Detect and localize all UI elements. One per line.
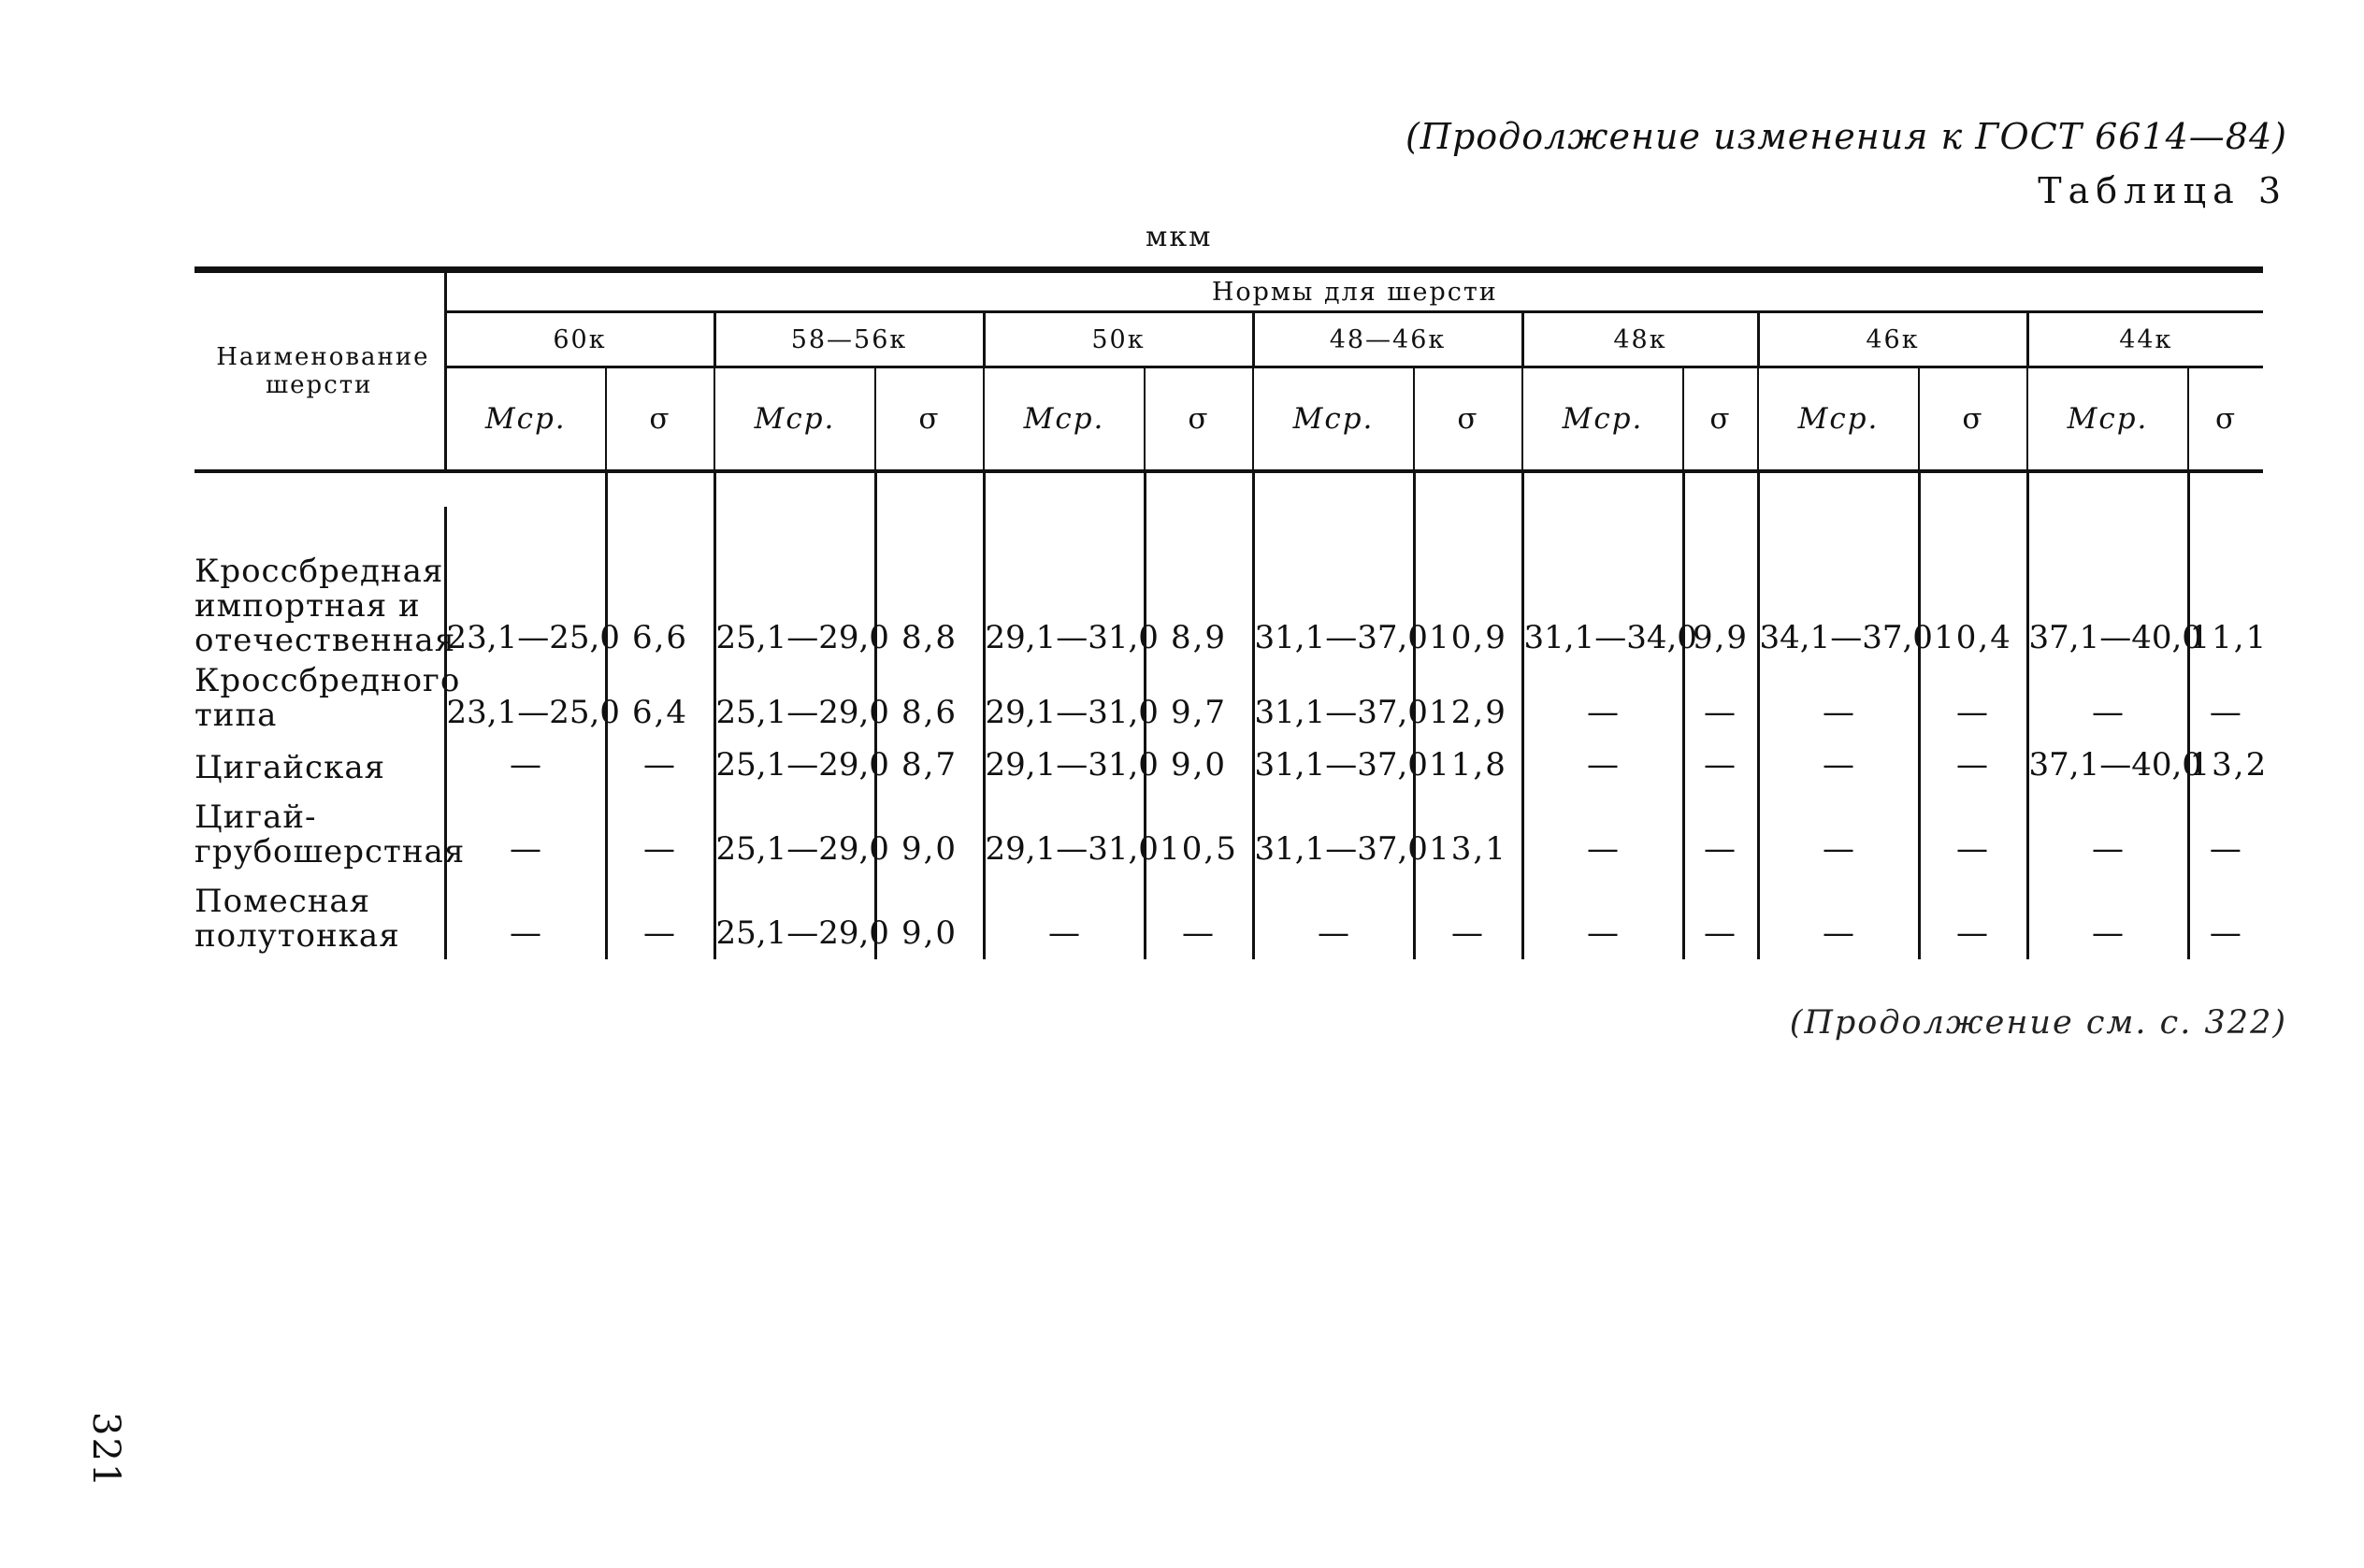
header-row-grades — [195, 312, 2263, 367]
grade-48 — [1522, 312, 1758, 367]
mean-value-cell: 37,1—40,0 — [2027, 507, 2188, 664]
header-row-norms — [195, 270, 2263, 312]
sigma-value-cell: — — [606, 791, 714, 875]
mean-header: Mср. — [714, 367, 875, 472]
header-norms: Нормы для шерсти — [445, 270, 2263, 312]
sigma-value-cell: — — [2209, 694, 2243, 731]
sigma-value-cell: — — [1145, 875, 1253, 959]
mean-value-cell: 23,1—25,0 — [445, 507, 606, 664]
spacer-cell — [2188, 471, 2263, 507]
spacer-cell — [984, 471, 1145, 507]
sigma-value-cell: 13,2 — [2189, 746, 2269, 784]
grade-58-56-text: 58—56к — [790, 324, 908, 354]
mean-value-cell: — — [445, 739, 606, 791]
mean-value-cell: — — [1522, 664, 1683, 739]
header-wool-name — [195, 270, 445, 472]
sigma-value-cell: 9,0 — [875, 875, 984, 959]
continuation-note-top: (Продолжение изменения к ГОСТ 6614—84) — [1405, 116, 2287, 157]
spacer-cell — [606, 471, 714, 507]
mean-value-cell: — — [445, 791, 606, 875]
spacer-cell — [1145, 471, 1253, 507]
grade-50 — [984, 312, 1253, 367]
mean-value-cell: 31,1—34,0 — [1522, 507, 1683, 664]
mean-header: Mср. — [1253, 367, 1414, 472]
sigma-value-cell: 9,0 — [875, 791, 984, 875]
mean-value-cell: — — [1758, 739, 1919, 791]
mean-value-cell: 31,1—37,0 — [1253, 791, 1414, 875]
unit-label: мкм — [1146, 221, 1213, 253]
spacer-row — [195, 471, 2263, 507]
sigma-header: σ — [1919, 367, 2027, 472]
mean-value-cell: 34,1—37,0 — [1758, 507, 1919, 664]
grade-44 — [2027, 312, 2263, 367]
mean-value-cell: 31,1—37,0 — [1253, 664, 1414, 739]
sigma-value-cell: — — [1683, 875, 1758, 959]
row-wool-name: Цигайская — [195, 739, 445, 791]
mean-value-cell: 23,1—25,0 — [445, 664, 606, 739]
sigma-value-cell: 12,9 — [1414, 664, 1522, 739]
sigma-value-cell: — — [2209, 830, 2243, 868]
sigma-value-cell: 9,0 — [1145, 739, 1253, 791]
spacer-cell — [1919, 471, 2027, 507]
mean-value-cell: — — [445, 875, 606, 959]
sigma-value-cell: 8,9 — [1145, 507, 1253, 664]
sigma-value-cell: 8,7 — [875, 739, 984, 791]
grade-48-46-text: 48—46к — [1329, 324, 1447, 354]
sigma-value-cell: 11,1 — [2189, 619, 2269, 656]
table-body — [195, 471, 2269, 959]
spacer-cell — [1522, 471, 1683, 507]
spacer-cell — [195, 471, 445, 507]
grade-48-46 — [1253, 312, 1522, 367]
sigma-value-cell: 6,6 — [606, 507, 714, 664]
sigma-value-cell: — — [1414, 875, 1522, 959]
sigma-value-cell: — — [606, 739, 714, 791]
sigma-value-cell: 6,4 — [606, 664, 714, 739]
mean-value-cell: — — [984, 875, 1145, 959]
sigma-value-cell: 8,6 — [875, 664, 984, 739]
mean-value-cell: — — [2027, 664, 2188, 739]
grade-60 — [445, 312, 714, 367]
sigma-header: σ — [1414, 367, 1522, 472]
sigma-header: σ — [875, 367, 984, 472]
table-row — [195, 875, 2263, 959]
grade-46-text: 46к — [1866, 324, 1920, 354]
table-label: Таблица 3 — [2038, 170, 2287, 211]
sigma-value-cell: — — [1683, 664, 1758, 739]
spacer-cell — [1414, 471, 1522, 507]
grade-60-text: 60к — [553, 324, 607, 354]
table-row — [195, 739, 2263, 791]
grade-58-56 — [714, 312, 984, 367]
spacer-cell — [714, 471, 875, 507]
sigma-value-cell: 8,8 — [875, 507, 984, 664]
row-wool-name: Кроссбредная импортная и отечественная — [195, 507, 445, 664]
sigma-value-cell: 11,8 — [1414, 739, 1522, 791]
sigma-value-cell: — — [1683, 791, 1758, 875]
sigma-header: σ — [1683, 367, 1758, 472]
mean-value-cell: 25,1—29,0 — [714, 739, 875, 791]
mean-value-cell: — — [2027, 875, 2188, 959]
sigma-value-cell: — — [2209, 914, 2243, 952]
sigma-value-cell: 9,9 — [1683, 507, 1758, 664]
sigma-value-cell: — — [1683, 739, 1758, 791]
wool-norms-table — [195, 266, 2269, 959]
row-wool-name: Кроссбредного типа — [195, 664, 445, 739]
sigma-value-cell: 9,7 — [1145, 664, 1253, 739]
mean-value-cell: — — [1253, 875, 1414, 959]
mean-value-cell: — — [1522, 791, 1683, 875]
spacer-cell — [1758, 471, 1919, 507]
mean-value-cell: 29,1—31,0 — [984, 791, 1145, 875]
mean-header: Mср. — [1522, 367, 1683, 472]
mean-value-cell: — — [1522, 739, 1683, 791]
header-row-measures — [195, 367, 2263, 472]
mean-value-cell: — — [1522, 875, 1683, 959]
spacer-cell — [875, 471, 984, 507]
table-row — [195, 791, 2263, 875]
spacer-cell — [2027, 471, 2188, 507]
continuation-note-bottom: (Продолжение см. с. 322) — [1789, 1004, 2287, 1042]
spacer-cell — [445, 471, 606, 507]
page-number: 321 — [84, 1412, 127, 1489]
grade-44-text: 44к — [2119, 324, 2173, 354]
sigma-value-cell: 10,5 — [1145, 791, 1253, 875]
mean-value-cell: 37,1—40,0 — [2027, 739, 2188, 791]
mean-value-cell: — — [1758, 791, 1919, 875]
mean-value-cell: — — [1758, 664, 1919, 739]
grade-50-text: 50к — [1091, 324, 1146, 354]
row-wool-name: Помесная полутонкая — [195, 875, 445, 959]
mean-value-cell: — — [2027, 791, 2188, 875]
mean-value-cell: 29,1—31,0 — [984, 739, 1145, 791]
mean-value-cell: 25,1—29,0 — [714, 791, 875, 875]
sigma-header: σ — [606, 367, 714, 472]
mean-value-cell: 29,1—31,0 — [984, 507, 1145, 664]
mean-header: Mср. — [984, 367, 1145, 472]
table-row — [195, 664, 2263, 739]
sigma-value-cell: — — [1919, 791, 2027, 875]
mean-value-cell: 29,1—31,0 — [984, 664, 1145, 739]
mean-value-cell: 31,1—37,0 — [1253, 507, 1414, 664]
grade-48-text: 48к — [1613, 324, 1667, 354]
mean-header: Mср. — [1758, 367, 1919, 472]
sigma-value-cell: 13,1 — [1414, 791, 1522, 875]
sigma-value-cell: — — [1919, 739, 2027, 791]
mean-header: Mср. — [2027, 367, 2188, 472]
sigma-value-cell: — — [1919, 664, 2027, 739]
mean-value-cell: — — [1758, 875, 1919, 959]
mean-header: Mср. — [445, 367, 606, 472]
mean-value-cell: 31,1—37,0 — [1253, 739, 1414, 791]
table-row — [195, 507, 2263, 664]
spacer-cell — [1683, 471, 1758, 507]
sigma-value-cell: 10,4 — [1919, 507, 2027, 664]
mean-value-cell: 25,1—29,0 — [714, 664, 875, 739]
grade-46 — [1758, 312, 2027, 367]
sigma-header: σ — [1145, 367, 1253, 472]
sigma-header: σ — [2188, 367, 2263, 472]
header-wool-name-text: Наименование шерсти — [216, 343, 430, 399]
sigma-value-cell: 10,9 — [1414, 507, 1522, 664]
mean-value-cell: 25,1—29,0 — [714, 507, 875, 664]
row-wool-name: Цигай-грубошерстная — [195, 791, 445, 875]
sigma-value-cell: — — [606, 875, 714, 959]
spacer-cell — [1253, 471, 1414, 507]
sigma-value-cell: — — [1919, 875, 2027, 959]
mean-value-cell: 25,1—29,0 — [714, 875, 875, 959]
